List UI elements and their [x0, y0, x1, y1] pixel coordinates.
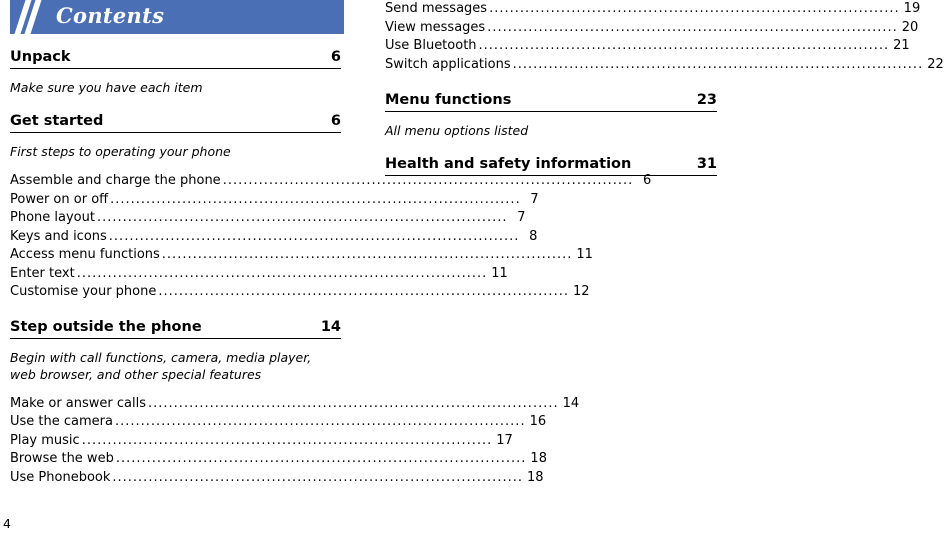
entry-page: 8 [529, 228, 538, 244]
section-heading[interactable] [385, 90, 717, 112]
section-heading[interactable] [10, 111, 341, 133]
leader-dots: ................................................................................ [478, 38, 890, 53]
leader-dots: ................................................................................ [114, 414, 526, 429]
entry-list [10, 172, 652, 302]
entry-label: Send messages [385, 1, 488, 16]
section-page: 6 [330, 49, 341, 65]
toc-entry[interactable] [385, 56, 944, 75]
entry-label: Access menu functions [10, 247, 160, 262]
entry-label: Make or answer calls [10, 395, 147, 411]
leader-dots: ................................................................................ [108, 228, 520, 244]
leader-dots: ................................................................................ [487, 19, 898, 35]
entry-label: Browse the web [10, 451, 114, 466]
page-title: Contents [56, 3, 165, 28]
toc-section-step-outside [10, 317, 580, 488]
entry-page: 18 [530, 451, 547, 466]
entry-label: Power on or off [10, 191, 109, 207]
entry-page: 16 [529, 414, 547, 429]
entry-label: Phone layout [10, 210, 95, 225]
entry-label: Switch applications [385, 56, 511, 72]
entry-page: 14 [562, 395, 580, 411]
toc-entry[interactable] [10, 413, 547, 432]
section-title: Step outside the phone [10, 318, 202, 335]
entry-label: Use Phonebook [10, 469, 111, 485]
toc-entry[interactable] [10, 209, 526, 228]
section-title: Get started [10, 113, 104, 129]
entry-page: 11 [491, 265, 508, 281]
page-number: 4 [3, 516, 11, 531]
entry-list-continued [385, 0, 944, 74]
leader-dots: ................................................................................ [222, 173, 634, 188]
section-page: 31 [696, 156, 717, 172]
entry-label: Use Bluetooth [385, 38, 477, 53]
section-page: 23 [696, 92, 717, 108]
entry-page: 21 [893, 38, 910, 53]
toc-entry[interactable] [10, 172, 652, 191]
toc-entry[interactable] [10, 265, 508, 284]
entry-page: 22 [927, 56, 944, 72]
entry-page: 11 [576, 247, 593, 262]
toc-entry[interactable] [10, 469, 544, 488]
entry-page: 12 [572, 284, 590, 299]
toc-entry[interactable] [385, 0, 921, 19]
leader-dots: ................................................................................ [112, 469, 523, 485]
toc-entry[interactable] [10, 283, 590, 302]
entry-page: 19 [903, 1, 921, 16]
section-page: 14 [320, 318, 341, 335]
section-description: Make sure you have each item [10, 80, 203, 95]
entry-label: Assemble and charge the phone [10, 173, 221, 188]
entry-page: 17 [496, 432, 513, 448]
section-title: Unpack [10, 49, 71, 65]
entry-page: 7 [517, 210, 526, 225]
section-page: 6 [330, 113, 341, 129]
entry-list [10, 395, 580, 488]
toc-right-column [385, 0, 944, 176]
leader-dots: ................................................................................ [489, 1, 900, 16]
toc-section-health-safety [385, 154, 717, 176]
entry-label: Customise your phone [10, 284, 157, 299]
section-description: Begin with call functions, camera, media player, web browser, and other special features [10, 349, 312, 382]
section-title: Health and safety information [385, 156, 632, 172]
toc-section-unpack [10, 47, 341, 96]
section-heading[interactable] [10, 317, 341, 339]
entry-label: Play music [10, 432, 80, 448]
entry-label: View messages [385, 19, 486, 35]
entry-label: Enter text [10, 265, 75, 281]
section-heading[interactable] [385, 154, 717, 176]
contents-banner [10, 0, 344, 34]
toc-section-menu-functions [385, 90, 717, 139]
leader-dots: ................................................................................ [512, 56, 924, 72]
leader-dots: ................................................................................ [115, 451, 527, 466]
entry-page: 6 [643, 173, 652, 188]
toc-entry[interactable] [10, 191, 539, 210]
section-description: First steps to operating your phone [10, 144, 231, 159]
leader-dots: ................................................................................ [161, 247, 573, 262]
section-title: Menu functions [385, 92, 512, 108]
leader-dots: ................................................................................ [148, 395, 559, 411]
toc-entry[interactable] [10, 432, 513, 451]
leader-dots: ................................................................................ [96, 210, 508, 225]
leader-dots: ................................................................................ [81, 432, 493, 448]
entry-label: Use the camera [10, 414, 113, 429]
toc-entry[interactable] [385, 37, 910, 56]
toc-entry[interactable] [10, 228, 538, 247]
leader-dots: ................................................................................ [158, 284, 569, 299]
entry-page: 20 [901, 19, 919, 35]
toc-entry[interactable] [10, 246, 593, 265]
entry-label: Keys and icons [10, 228, 107, 244]
toc-entry[interactable] [385, 19, 919, 38]
toc-entry[interactable] [10, 450, 547, 469]
toc-entry[interactable] [10, 395, 580, 414]
section-description: All menu options listed [385, 123, 529, 138]
section-heading[interactable] [10, 47, 341, 69]
entry-page: 18 [526, 469, 544, 485]
leader-dots: ................................................................................ [76, 265, 488, 281]
entry-page: 7 [530, 191, 539, 207]
leader-dots: ................................................................................ [110, 191, 521, 207]
